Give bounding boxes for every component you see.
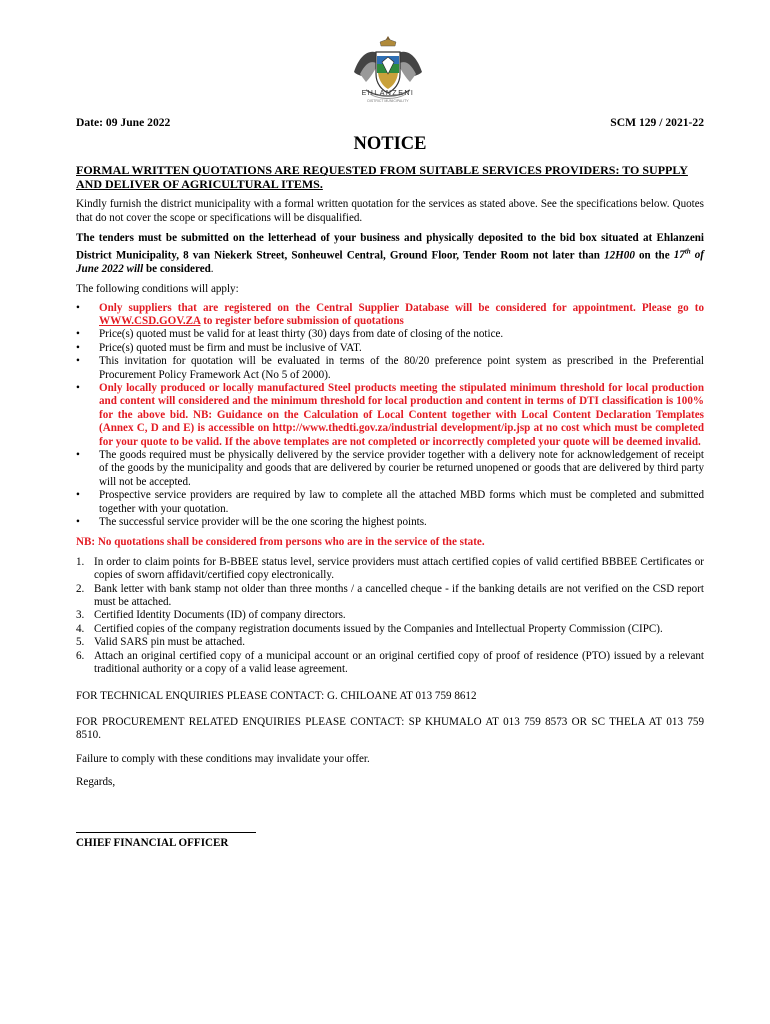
requirements-list [76,556,704,677]
requirement-number: 2. [76,582,85,595]
intro-paragraph: Kindly furnish the district municipality with a formal written quotation for the services as stated above. See the specifications below. Quotes that do not cover the scope or specifications will be disqualified. [76,198,704,224]
requirement-text: Attach an original certified copy of a municipal account or an original certified copy of proof of residence (PTO) issued by a relevant traditional authority or a copy of a valid lease agreement. [94,649,704,676]
conditions-list [76,302,704,530]
requirement-item [76,636,704,649]
signature-line [76,832,256,833]
bullet-icon: • [76,341,80,354]
requirement-number: 3. [76,609,85,622]
condition-validity-text: Price(s) quoted must be valid for at least thirty (30) days from date of closing of the notice. [99,328,504,341]
submission-day: 17 [673,249,685,262]
condition-local-content-text: Only locally produced or locally manufactured Steel products meeting the stipulated minimum threshold for local production and content will considered and the minimum threshold for local production and content in terms of DTI classification is 100% for the above bid. NB: Guidance on the Calculation of Local Content together with Local Content Declaration Templates (Annex C, D and E) is accessible on http://www.thedti.gov.za/industrial development/ip.jsp at no cost which must be completed for your quote to be valid. If the above templates are not completed or incorrectly completed your quote will be deemed invalid. [99,381,704,448]
condition-delivery [76,449,704,489]
requirement-text: Valid SARS pin must be attached. [94,636,245,649]
csd-link[interactable]: WWW.CSD.GOV.ZA [99,314,201,327]
requirement-item [76,609,704,622]
condition-vat [76,342,704,355]
notice-date: Date: 09 June 2022 [76,116,171,129]
condition-validity [76,328,704,341]
submission-day-suffix: th [684,247,691,256]
condition-delivery-text: The goods required must be physically delivered by the service provider together with a delivery note for acknowledgement of receipt of the goods by the municipality and goods that are delivered by courier be returned unopened or goods that are delivered by third party will not be accepted. [99,449,704,488]
submission-month: of June 2022 will [76,249,704,275]
bullet-icon: • [76,301,80,314]
bullet-icon: • [76,489,80,502]
document-body [76,116,704,850]
conditions-intro: The following conditions will apply: [76,283,239,296]
submission-period: . [210,262,214,275]
condition-mbd-forms [76,489,704,516]
requirement-item [76,623,704,636]
submission-text: The tenders must be submitted on the letterhead of your business and physically deposited to the bid box situated at Ehlanzeni District Municipality, 8 van Niekerk Street, Sonheuwel Central, Ground Floor, Tender Room not later than [76,232,704,262]
condition-local-content [76,382,704,449]
regards: Regards, [76,776,116,789]
condition-scoring [76,516,704,529]
requirement-number: 6. [76,649,85,662]
quotation-heading: FORMAL WRITTEN QUOTATIONS ARE REQUESTED FROM SUITABLE SERVICES PROVIDERS: TO SUPPLY AND DELIVER OF AGRICULTURAL ITEMS. [76,163,688,192]
requirement-number: 5. [76,636,85,649]
condition-preference [76,355,704,382]
requirement-text: In order to claim points for B-BBEE status level, service providers must attach certified copies of valid certified BBBEE Certificates or copies of sworn affidavit/certified copy electronically. [94,555,704,582]
bullet-icon: • [76,355,80,368]
condition-mbd-forms-text: Prospective service providers are required by law to complete all the attached MBD forms which must be completed and submitted together with your quotation. [99,489,704,515]
failure-notice: Failure to comply with these conditions may invalidate your offer. [76,752,370,765]
requirement-text: Certified Identity Documents (ID) of company directors. [94,609,346,622]
requirement-item [76,556,704,583]
header-row [76,116,704,129]
condition-vat-text: Price(s) quoted must be firm and must be inclusive of VAT. [99,341,362,354]
requirement-item [76,650,704,677]
requirement-text: Bank letter with bank stamp not older than three months / a cancelled cheque - if the banking details are not verified on the CSD report must be attached. [94,582,704,609]
condition-csd-text-2: to register before submission of quotations [200,314,404,327]
crest-subtitle: DISTRICT MUNICIPALITY [367,99,409,103]
nb-state-notice: NB: No quotations shall be considered from persons who are in the service of the state. [76,536,485,549]
bullet-icon: • [76,381,80,394]
condition-csd [76,302,704,329]
submission-time: 12H00 [604,249,635,262]
crest-name: EHLANZENI [361,90,415,97]
condition-preference-text: This invitation for quotation will be evaluated in terms of the 80/20 preference point system as prescribed in the Preferential Procurement Policy Framework Act (No 5 of 2000). [99,355,704,381]
requirement-number: 1. [76,555,85,568]
condition-scoring-text: The successful service provider will be the one scoring the highest points. [99,516,427,529]
submission-considered: be considered [143,262,211,275]
bullet-icon: • [76,328,80,341]
signature-title: CHIEF FINANCIAL OFFICER [76,836,229,849]
requirement-text: Certified copies of the company registration documents issued by the Companies and Intellectual Property Commission (CIPC). [94,622,663,635]
bullet-icon: • [76,516,80,529]
procurement-enquiries: FOR PROCUREMENT RELATED ENQUIRIES PLEASE CONTACT: SP KHUMALO AT 013 759 8573 OR SC THELA AT 013 759 8510. [76,715,704,742]
requirement-item [76,583,704,610]
technical-enquiries: FOR TECHNICAL ENQUIRIES PLEASE CONTACT: G. CHILOANE AT 013 759 8612 [76,689,477,702]
reference-number: SCM 129 / 2021-22 [610,116,704,129]
submission-on-the: on the [634,249,674,262]
submission-paragraph [76,232,704,276]
notice-title: NOTICE [353,134,427,155]
requirement-number: 4. [76,622,85,635]
condition-csd-text-1: Only suppliers that are registered on the Central Supplier Database will be considered for appointment. Please go to [99,301,704,314]
bullet-icon: • [76,449,80,461]
